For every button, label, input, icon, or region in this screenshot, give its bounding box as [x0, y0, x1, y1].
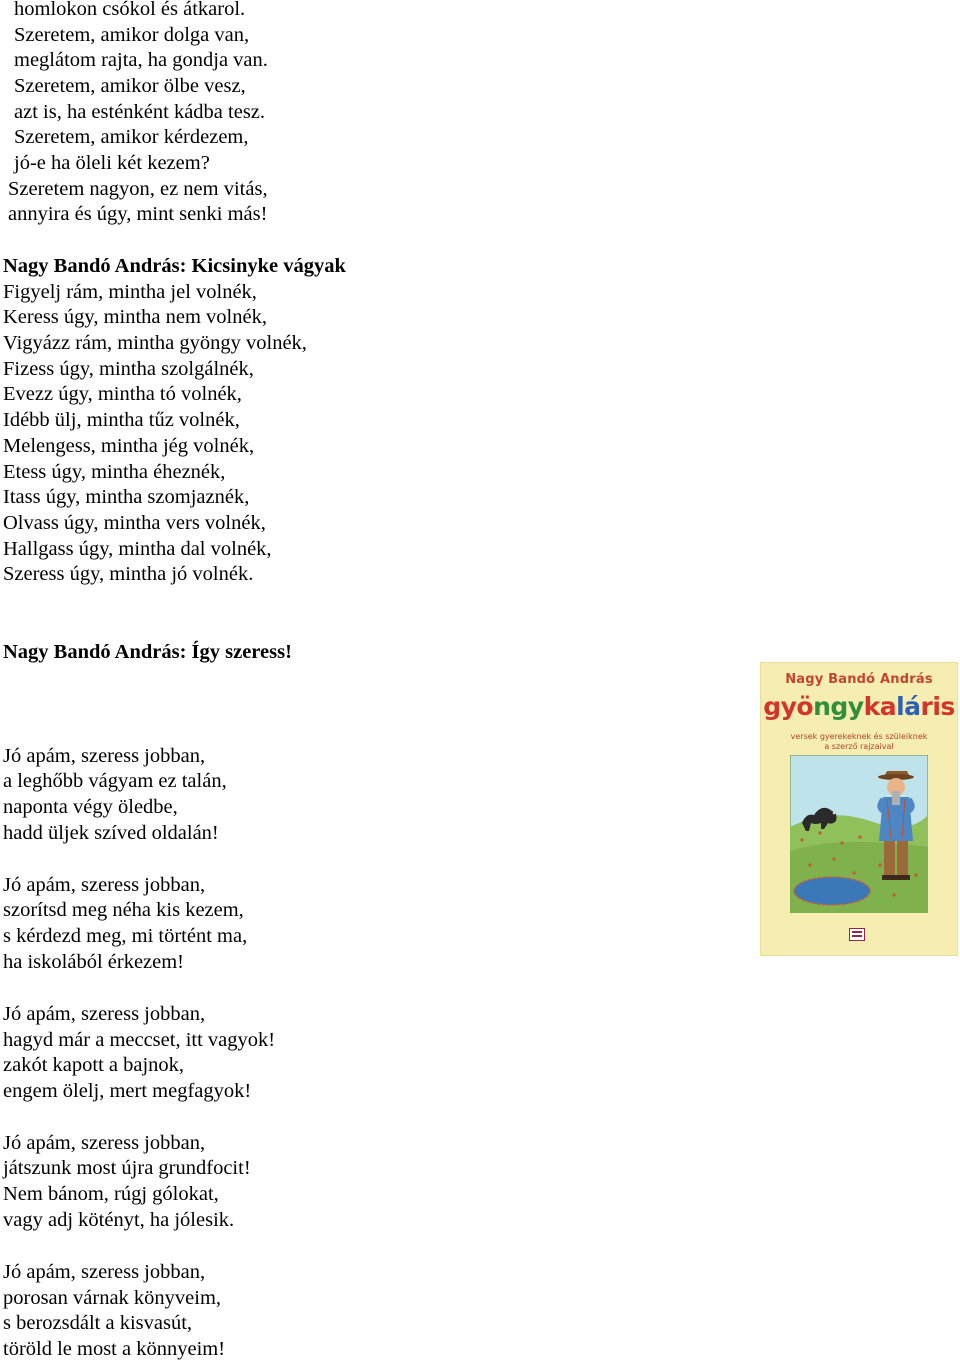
poem-line: Szeretem nagyon, ez nem vitás, — [8, 178, 268, 200]
poem-line: meglátom rajta, ha gondja van. — [14, 49, 268, 71]
poem-line: hadd üljek szíved oldalán! — [3, 822, 219, 844]
poem-line: Figyelj rám, mintha jel volnék, — [3, 281, 257, 303]
poem-line: Itass úgy, mintha szomjaznék, — [3, 486, 250, 508]
poem-line: s berozsdált a kisvasút, — [3, 1312, 193, 1334]
poem-line: Idébb ülj, mintha tűz volnék, — [3, 409, 240, 431]
poem-line: zakót kapott a bajnok, — [3, 1054, 185, 1076]
poem-line: jó-e ha öleli két kezem? — [14, 152, 210, 174]
publisher-logo-icon — [849, 928, 865, 941]
poem-line: Jó apám, szeress jobban, — [3, 1132, 206, 1154]
book-cover-image — [760, 662, 958, 956]
poem-line: homlokon csókol és átkarol. — [14, 0, 246, 20]
poem-line: Etess úgy, mintha éheznék, — [3, 461, 226, 483]
poem-line: Szeress úgy, mintha jó volnék. — [3, 563, 254, 585]
cover-title-part: ngy — [813, 692, 864, 721]
poem-line: naponta végy öledbe, — [3, 796, 178, 818]
poem-line: Jó apám, szeress jobban, — [3, 1261, 206, 1283]
poem-line: s kérdezd meg, mi történt ma, — [3, 925, 248, 947]
cover-title-part: gyö — [763, 692, 814, 721]
poem-line: Jó apám, szeress jobban, — [3, 874, 206, 896]
poem-line: szorítsd meg néha kis kezem, — [3, 899, 244, 921]
cover-title-part: ka — [863, 692, 897, 721]
poem-line: porosan várnak könyveim, — [3, 1287, 222, 1309]
cover-title-part: lá — [896, 692, 921, 721]
poem-line: Nem bánom, rúgj gólokat, — [3, 1183, 219, 1205]
poem-line: Melengess, mintha jég volnék, — [3, 435, 255, 457]
poem-line: Olvass úgy, mintha vers volnék, — [3, 512, 266, 534]
cover-title — [760, 692, 958, 721]
poem-line: engem ölelj, mert megfagyok! — [3, 1080, 252, 1102]
poem-line: vagy adj kötényt, ha jólesik. — [3, 1209, 235, 1231]
poem-line: Szeretem, amikor dolga van, — [14, 24, 250, 46]
poem-title: Nagy Bandó András: Így szeress! — [3, 641, 292, 663]
poem-line: töröld le most a könnyeim! — [3, 1338, 226, 1360]
poem-line: azt is, ha esténként kádba tesz. — [14, 101, 266, 123]
poem-line: Evezz úgy, mintha tó volnék, — [3, 383, 242, 405]
cover-subtitle — [774, 732, 944, 752]
poem-line: játszunk most újra grundfocit! — [3, 1157, 251, 1179]
poem-line: Vigyázz rám, mintha gyöngy volnék, — [3, 332, 307, 354]
poem-line: Keress úgy, mintha nem volnék, — [3, 306, 267, 328]
cover-illustration — [790, 755, 928, 913]
cover-title-part: ris — [920, 692, 955, 721]
poem-line: Hallgass úgy, mintha dal volnék, — [3, 538, 272, 560]
poem-line: Szeretem, amikor ölbe vesz, — [14, 75, 246, 97]
poem-line: Szeretem, amikor kérdezem, — [14, 126, 249, 148]
cover-author: Nagy Bandó András — [785, 672, 933, 687]
poem-line: Jó apám, szeress jobban, — [3, 745, 206, 767]
cover-subtitle-line: a szerző rajzaival — [824, 742, 894, 751]
poem-line: annyira és úgy, mint senki más! — [8, 203, 268, 225]
poem-title: Nagy Bandó András: Kicsinyke vágyak — [3, 255, 346, 277]
poem-line: hagyd már a meccset, itt vagyok! — [3, 1029, 276, 1051]
poem-line: ha iskolából érkezem! — [3, 951, 185, 973]
poem-line: Fizess úgy, mintha szolgálnék, — [3, 358, 254, 380]
cover-subtitle-line: versek gyerekeknek és szüleiknek — [790, 732, 928, 741]
poem-line: Jó apám, szeress jobban, — [3, 1003, 206, 1025]
poem-line: a leghőbb vágyam ez talán, — [3, 770, 227, 792]
